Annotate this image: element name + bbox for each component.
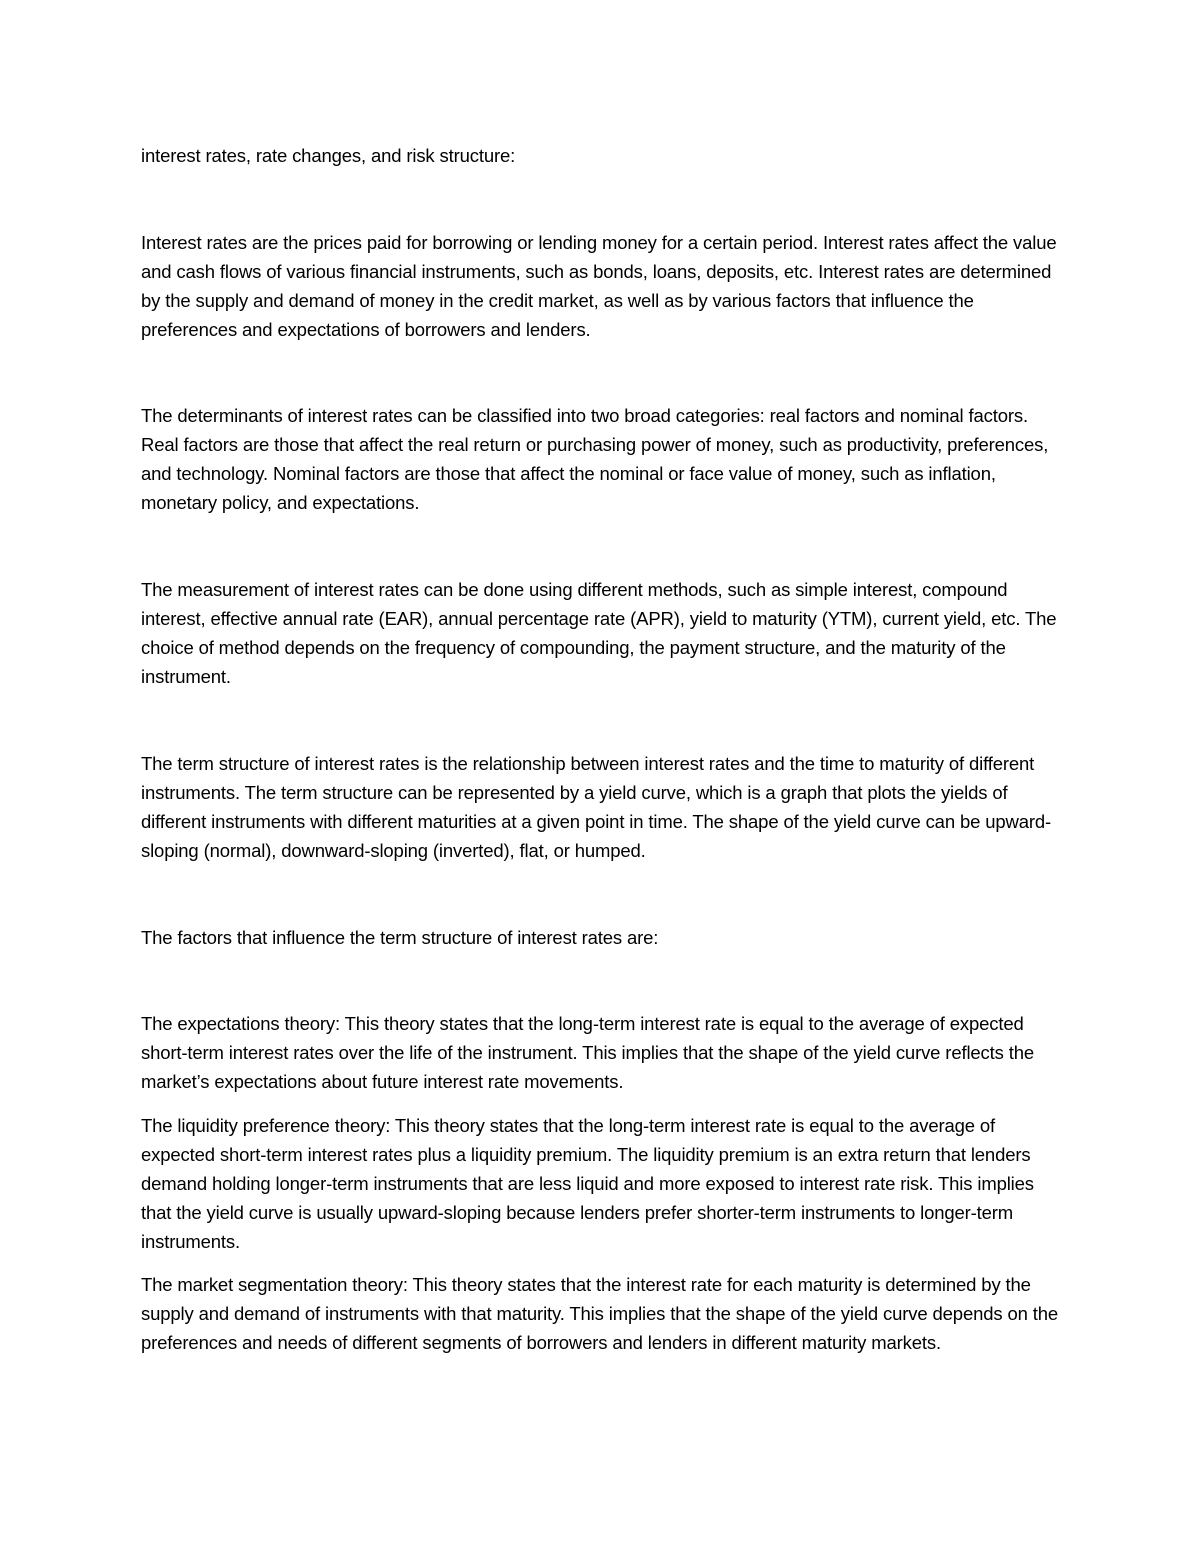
paragraph-determinants: The determinants of interest rates can be classified into two broad categories: real factors and nominal factors. Real factors are those that affect the real return or purchasing power of money, such as productivity, preferences, and technology. Nominal factors are those that affect the nominal or face value of money, such as inflation, monetary policy, and expectations.: [141, 405, 1049, 513]
paragraph-factors-intro: The factors that influence the term structure of interest rates are:: [141, 927, 659, 948]
paragraph-liquidity-preference-theory: The liquidity preference theory: This theory states that the long-term interest rate is equal to the average of expected short-term interest rates plus a liquidity premium. The liquidity premium is an extra return that lenders demand holding longer-term instruments that are less liquid and more exposed to interest rate risk. This implies that the yield curve is usually upward-sloping because lenders prefer shorter-term instruments to longer-term instruments.: [141, 1115, 1034, 1252]
paragraph-expectations-theory: The expectations theory: This theory states that the long-term interest rate is equal to the average of expected short-term interest rates over the life of the instrument. This implies that the shape of the yield curve reflects the market’s expectations about future interest rate movements.: [141, 1013, 1034, 1092]
paragraph-term-structure: The term structure of interest rates is the relationship between interest rates and the time to maturity of different instruments. The term structure can be represented by a yield curve, which is a graph that plots the yields of different instruments with different maturities at a given point in time. The shape of the yield curve can be upward-sloping (normal), downward-sloping (inverted), flat, or humped.: [141, 753, 1052, 861]
paragraph-measurement: The measurement of interest rates can be done using different methods, such as simple interest, compound interest, effective annual rate (EAR), annual percentage rate (APR), yield to maturity (YTM), current yield, etc. The choice of method depends on the frequency of compounding, the payment structure, and the maturity of the instrument.: [141, 579, 1057, 687]
paragraph-interest-rates-definition: Interest rates are the prices paid for borrowing or lending money for a certain period. Interest rates affect the value and cash flows of various financial instruments, such as bonds, loans, deposits, etc. Interest rates are determined by the supply and demand of money in the credit market, as well as by various factors that influence the preferences and expectations of borrowers and lenders.: [141, 232, 1057, 340]
paragraph-market-segmentation-theory: The market segmentation theory: This theory states that the interest rate for each maturity is determined by the supply and demand of instruments with that maturity. This implies that the shape of the yield curve depends on the preferences and needs of different segments of borrowers and lenders in different maturity markets.: [141, 1274, 1058, 1353]
document-heading: interest rates, rate changes, and risk structure:: [141, 145, 516, 166]
